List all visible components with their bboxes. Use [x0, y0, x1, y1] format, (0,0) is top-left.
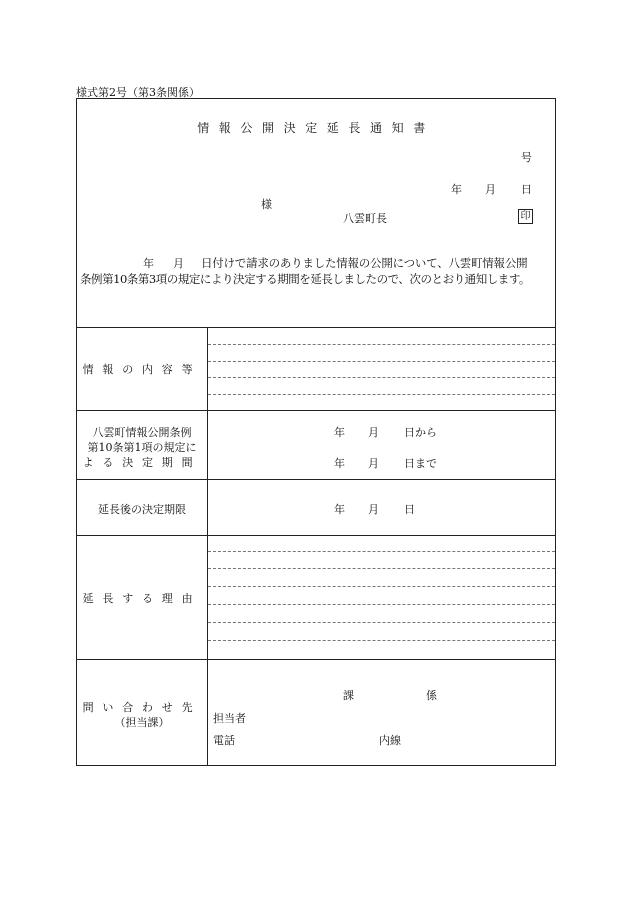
contact-person: 担当者 [213, 712, 246, 725]
issue-date-month: 月 [485, 183, 496, 196]
issuer-name: 八雲町長 [343, 212, 387, 225]
issue-date-year: 年 [451, 183, 462, 196]
contact-phone: 電話 [213, 734, 235, 747]
issue-date-day: 日 [521, 183, 532, 196]
row-divider [77, 410, 555, 411]
deadline-year: 年 [334, 503, 345, 516]
seal-mark: 印 [518, 209, 533, 224]
reason-line[interactable] [208, 586, 555, 587]
info-content-label: 情報の内容等 [82, 363, 202, 376]
body-text-line-1: 日付けで請求のありました情報の公開について、八雲町情報公開 [201, 256, 528, 270]
reason-line[interactable] [208, 568, 555, 569]
period-from-year: 年 [334, 426, 345, 439]
contact-extension: 内線 [379, 734, 401, 747]
deadline-month: 月 [368, 503, 379, 516]
period-label-line-2: 第10条第1項の規定に [87, 441, 197, 454]
notice-form [76, 98, 556, 766]
period-label-line-3: よる決定期間 [82, 456, 202, 469]
row-divider [77, 535, 555, 536]
period-to-suffix: 日まで [404, 457, 437, 470]
contact-section: 課 [343, 689, 354, 702]
contact-label: 問い合わせ先 [82, 701, 202, 714]
period-from-suffix: 日から [404, 426, 437, 439]
reason-line[interactable] [208, 640, 555, 641]
document-number-suffix: 号 [521, 151, 532, 164]
row-divider [77, 479, 555, 480]
contact-unit: 係 [426, 689, 437, 702]
contact-sub-label: （担当課） [114, 716, 170, 729]
deadline-label: 延長後の決定期限 [98, 503, 186, 516]
body-year: 年 [143, 257, 154, 270]
form-title: 情報公開決定延長通知書 [197, 121, 435, 135]
period-label-line-1: 八雲町情報公開条例 [92, 426, 192, 439]
reason-line[interactable] [208, 604, 555, 605]
addressee-suffix: 様 [261, 198, 272, 211]
info-content-line[interactable] [208, 344, 555, 345]
deadline-day: 日 [404, 503, 415, 516]
info-content-line[interactable] [208, 361, 555, 362]
period-to-month: 月 [368, 457, 379, 470]
form-number: 様式第2号（第3条関係） [76, 86, 200, 99]
period-from-month: 月 [368, 426, 379, 439]
info-content-line[interactable] [208, 394, 555, 395]
body-text-line-2: 条例第10条第3項の規定により決定する期間を延長しましたので、次のとおり通知します。 [80, 272, 530, 286]
table-top-border [77, 327, 555, 328]
body-month: 月 [173, 257, 184, 270]
info-content-line[interactable] [208, 377, 555, 378]
period-to-year: 年 [334, 457, 345, 470]
row-divider [77, 659, 555, 660]
reason-label: 延長する理由 [82, 592, 202, 605]
column-divider [207, 327, 208, 766]
reason-line[interactable] [208, 551, 555, 552]
reason-line[interactable] [208, 622, 555, 623]
